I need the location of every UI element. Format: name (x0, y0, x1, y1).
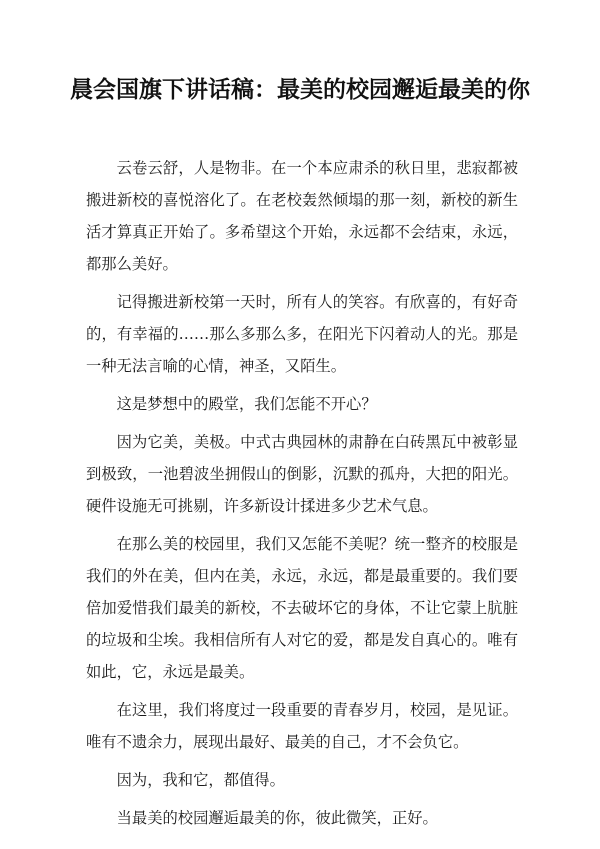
document-body (86, 152, 518, 840)
paragraph-4: 因为它美，美极。中式古典园林的肃静在白砖黑瓦中被彰显到极致，一池碧波坐拥假山的倒影，沉默的孤舟，大把的阳光。硬件设施无可挑剔，许多新设计揉进多少艺术气息。 (86, 433, 518, 515)
paragraph-3: 这是梦想中的殿堂，我们怎能不开心？ (116, 395, 377, 413)
paragraph-6: 在这里，我们将度过一段重要的青春岁月，校园，是见证。唯有不遗余力，展现出最好、最美的自己，才不会负它。 (86, 701, 518, 751)
document-title: 晨会国旗下讲话稿：最美的校园邂逅最美的你 (70, 76, 530, 103)
paragraph-8: 当最美的校园邂逅最美的你，彼此微笑，正好。 (116, 809, 438, 827)
paragraph-5: 在那么美的校园里，我们又怎能不美呢？统一整齐的校服是我们的外在美，但内在美，永远，永远，都是最重要的。我们要倍加爱惜我们最美的新校，不去破坏它的身体，不让它蒙上肮脏的垃圾和尘埃。我相信所有人对它的爱，都是发自真心的。唯有如此，它，永远是最美。 (86, 535, 518, 681)
paragraph-2: 记得搬进新校第一天时，所有人的笑容。有欣喜的，有好奇的，有幸福的……那么多那么多，在阳光下闪着动人的光。那是一种无法言喻的心情，神圣，又陌生。 (86, 293, 518, 375)
paragraph-7: 因为，我和它，都值得。 (116, 771, 285, 789)
paragraph-1: 云卷云舒，人是物非。在一个本应肃杀的秋日里，悲寂都被搬进新校的喜悦溶化了。在老校轰然倾塌的那一刻，新校的新生活才算真正开始了。多希望这个开始，永远都不会结束，永远，都那么美好。 (86, 159, 518, 273)
